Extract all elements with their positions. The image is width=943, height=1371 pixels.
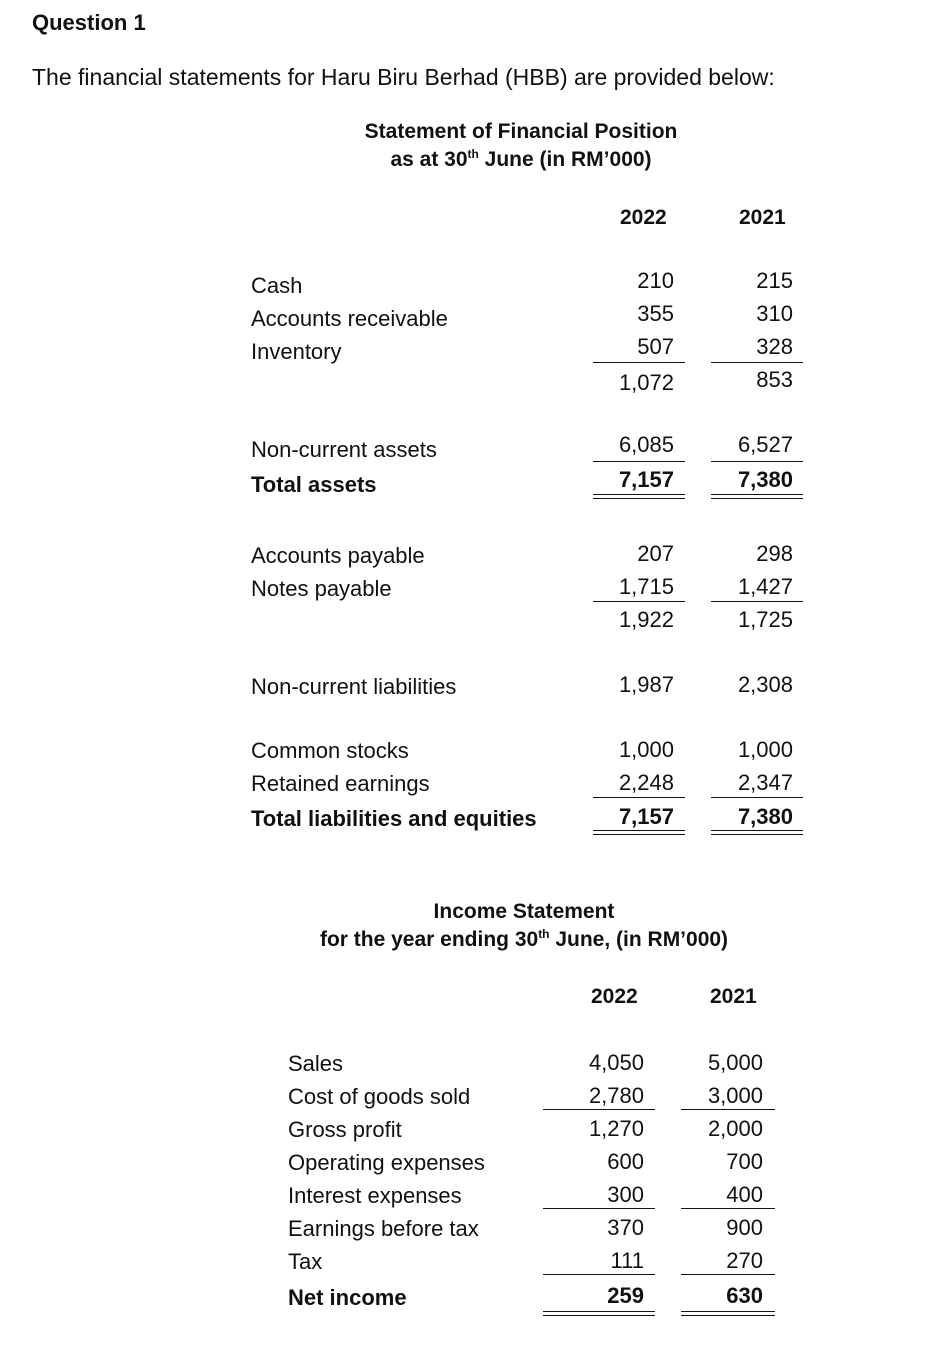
rule	[593, 461, 685, 462]
rule	[711, 797, 803, 798]
sofp-label: Retained earnings	[251, 771, 430, 796]
sofp-value-2021: 6,527	[737, 432, 793, 457]
rule	[711, 601, 803, 602]
rule	[593, 362, 685, 363]
is-label: Tax	[288, 1249, 323, 1274]
double-rule	[711, 830, 803, 835]
sofp-label: Accounts receivable	[251, 306, 448, 331]
sofp-label: Cash	[251, 273, 303, 298]
total-assets-2022: 7,157	[618, 467, 674, 492]
double-rule	[593, 494, 685, 499]
is-value-2021: 5,000	[707, 1050, 763, 1075]
rule	[681, 1208, 775, 1209]
total-liabilities-equities-2021: 7,380	[737, 804, 793, 829]
sofp-value-2021: 328	[756, 334, 793, 359]
total-assets-2021: 7,380	[737, 467, 793, 492]
is-value-2022: 111	[610, 1248, 644, 1273]
sofp-value-2022: 1,987	[618, 672, 674, 697]
double-rule	[543, 1311, 655, 1316]
sofp-value-2021: 310	[756, 301, 793, 326]
is-value-2022: 1,270	[588, 1116, 644, 1141]
sofp-value-2021: 1,427	[737, 574, 793, 599]
is-value-2022: 2,780	[588, 1083, 644, 1108]
is-label: Sales	[288, 1051, 344, 1076]
sofp-value-2022: 210	[637, 268, 674, 293]
is-label: Earnings before tax	[288, 1216, 479, 1241]
sofp-value-2022: 1,000	[618, 737, 674, 762]
sofp-value-2022: 6,085	[618, 432, 674, 457]
is-label: Cost of goods sold	[288, 1084, 471, 1109]
is-value-2021: 2,000	[707, 1116, 763, 1141]
is-value-2022: 300	[607, 1182, 644, 1207]
sofp-label: Accounts payable	[251, 543, 425, 568]
sofp-value-2022: 507	[637, 334, 674, 359]
rule	[543, 1274, 655, 1275]
is-year-2021: 2021	[710, 985, 757, 1008]
rule	[593, 797, 685, 798]
sofp-value-2021: 2,308	[737, 672, 793, 697]
sofp-value-2021: 298	[756, 541, 793, 566]
sofp-value-2022: 207	[637, 541, 674, 566]
sofp-year-2022: 2022	[620, 206, 667, 229]
sofp-label: Common stocks	[251, 738, 409, 763]
intro-text: The financial statements for Haru Biru Berhad (HBB) are provided below:	[32, 64, 775, 90]
sofp-value-2021: 1,000	[737, 737, 793, 762]
is-title-line1: Income Statement	[433, 900, 615, 923]
is-value-2022: 600	[607, 1149, 644, 1174]
is-label: Interest expenses	[288, 1183, 462, 1208]
is-value-2022: 370	[607, 1215, 644, 1240]
sofp-subtotal-2022: 1,072	[618, 370, 674, 395]
is-value-2021: 270	[726, 1248, 763, 1273]
sofp-subtotal-2021: 853	[756, 367, 793, 392]
is-year-2022: 2022	[591, 985, 638, 1008]
rule	[711, 461, 803, 462]
is-label: Gross profit	[288, 1117, 402, 1142]
sofp-label: Non-current liabilities	[251, 674, 457, 699]
rule	[681, 1274, 775, 1275]
net-income-2021: 630	[726, 1283, 763, 1308]
is-title	[224, 898, 824, 954]
is-value-2021: 700	[726, 1149, 763, 1174]
rule	[711, 362, 803, 363]
sofp-label: Inventory	[251, 339, 342, 364]
sofp-label: Non-current assets	[251, 437, 437, 462]
sofp-value-2021: 215	[756, 268, 793, 293]
is-value-2021: 900	[726, 1215, 763, 1240]
is-value-2021: 3,000	[707, 1083, 763, 1108]
net-income-2022: 259	[607, 1283, 644, 1308]
double-rule	[681, 1311, 775, 1316]
sofp-value-2022: 2,248	[618, 770, 674, 795]
sofp-value-2022: 1,715	[618, 574, 674, 599]
is-value-2022: 4,050	[588, 1050, 644, 1075]
double-rule	[711, 494, 803, 499]
sofp-title	[271, 118, 771, 174]
rule	[681, 1109, 775, 1110]
total-assets-label: Total assets	[251, 472, 377, 497]
double-rule	[593, 830, 685, 835]
sofp-value-2021: 2,347	[737, 770, 793, 795]
is-value-2021: 400	[726, 1182, 763, 1207]
rule	[543, 1109, 655, 1110]
total-liabilities-equities-label: Total liabilities and equities	[251, 806, 537, 831]
rule	[543, 1208, 655, 1209]
is-title-line2: for the year ending 30th June, (in RM’000)	[319, 927, 729, 951]
net-income-label: Net income	[288, 1285, 407, 1310]
total-liabilities-equities-2022: 7,157	[618, 804, 674, 829]
sofp-title-line1: Statement of Financial Position	[364, 120, 678, 143]
sofp-year-2021: 2021	[739, 206, 786, 229]
sofp-subtotal-2021: 1,725	[737, 607, 793, 632]
sofp-value-2022: 355	[637, 301, 674, 326]
is-label: Operating expenses	[288, 1150, 485, 1175]
sofp-subtotal-2022: 1,922	[618, 607, 674, 632]
sofp-label: Notes payable	[251, 576, 392, 601]
rule	[593, 601, 685, 602]
question-heading: Question 1	[32, 10, 146, 35]
sofp-title-line2: as at 30th June (in RM’000)	[390, 147, 652, 171]
